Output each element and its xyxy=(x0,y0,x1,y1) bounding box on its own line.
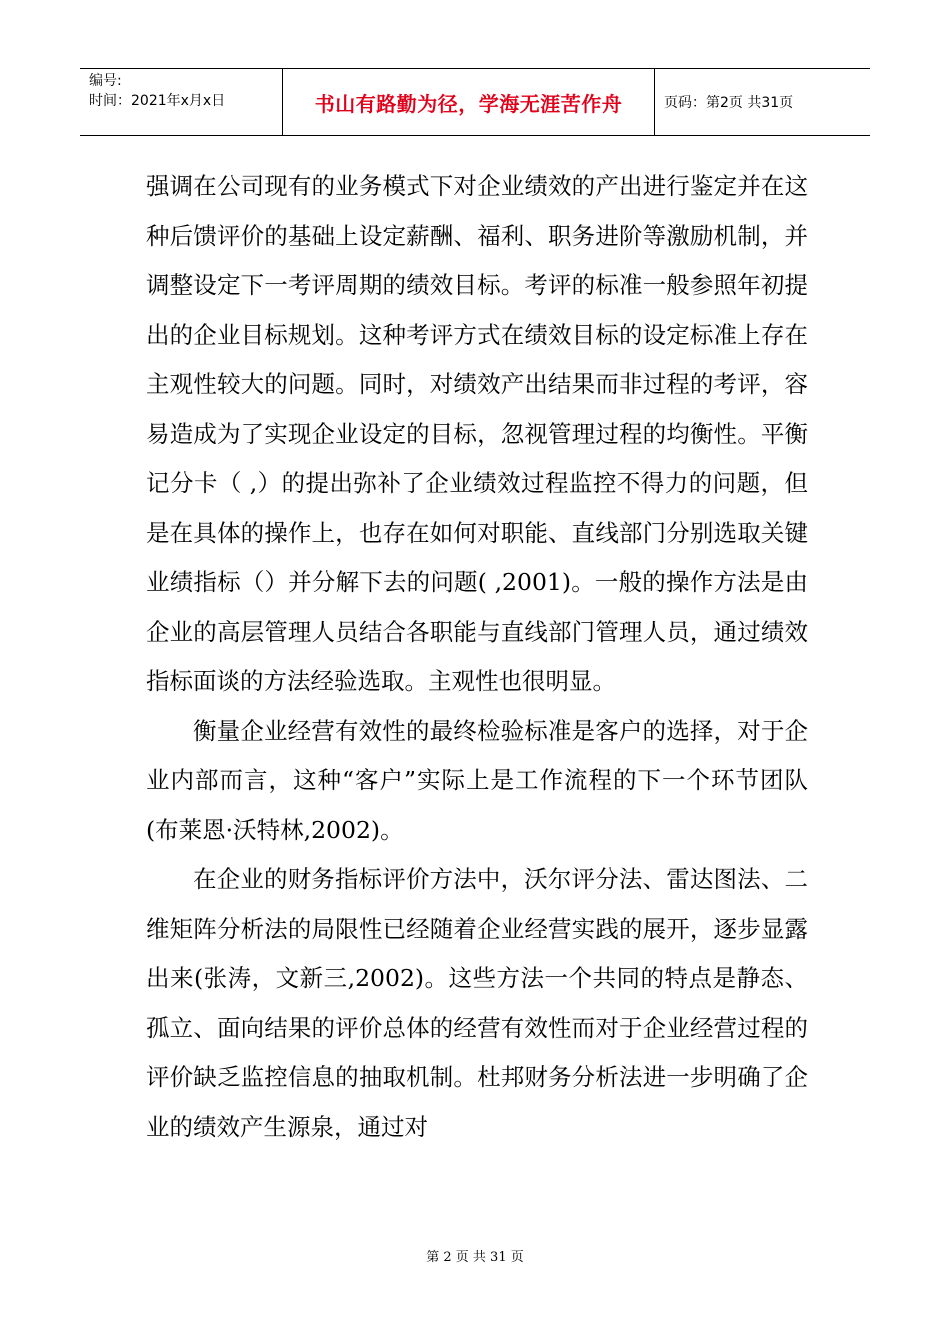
code-label: 编号: xyxy=(89,73,122,89)
header-motto xyxy=(282,69,655,135)
motto-text: 书山有路勤为径，学海无涯苦作舟 xyxy=(314,91,623,116)
paragraph-2: 衡量企业经营有效性的最终检验标准是客户的选择，对于企业内部而言，这种“客户”实际上是工作流程的下一个环节团队(布莱恩·沃特林,2002)。 xyxy=(146,716,808,844)
footer-page-number: 第 2 页 共 31 页 xyxy=(426,1250,524,1265)
header-page-info xyxy=(655,69,870,135)
page-footer xyxy=(0,1246,950,1265)
header-meta xyxy=(80,69,282,135)
time-label: 时间：2021年x月x日 xyxy=(89,93,226,109)
document-body xyxy=(146,162,808,1152)
paragraph-1: 强调在公司现有的业务模式下对企业绩效的产出进行鉴定并在这种后馈评价的基础上设定薪酬、福利、职务进阶等激励机制，并调整设定下一考评周期的绩效目标。考评的标准一般参照年初提出的企业目标规划。这种考评方式在绩效目标的设定标准上存在主观性较大的问题。同时，对绩效产出结果而非过程的考评，容易造成为了实现企业设定的目标，忽视管理过程的均衡性。平衡记分卡（ ,）的提出弥补了企业绩效过程监控不得力的问题，但是在具体的操作上，也存在如何对职能、直线部门分别选取关键业绩指标（）并分解下去的问题( ,2001)。一般的操作方法是由企业的高层管理人员结合各职能与直线部门管理人员，通过绩效指标面谈的方法经验选取。主观性也很明显。 xyxy=(146,172,808,695)
page-info-text: 页码：第2页 共31页 xyxy=(664,95,794,111)
paragraph-3: 在企业的财务指标评价方法中，沃尔评分法、雷达图法、二维矩阵分析法的局限性已经随着企业经营实践的展开，逐步显露出来(张涛，文新三,2002)。这些方法一个共同的特点是静态、孤立、面向结果的评价总体的经营有效性而对于企业经营过程的评价缺乏监控信息的抽取机制。杜邦财务分析法进一步明确了企业的绩效产生源泉，通过对 xyxy=(146,865,808,1141)
page-header xyxy=(80,68,870,136)
